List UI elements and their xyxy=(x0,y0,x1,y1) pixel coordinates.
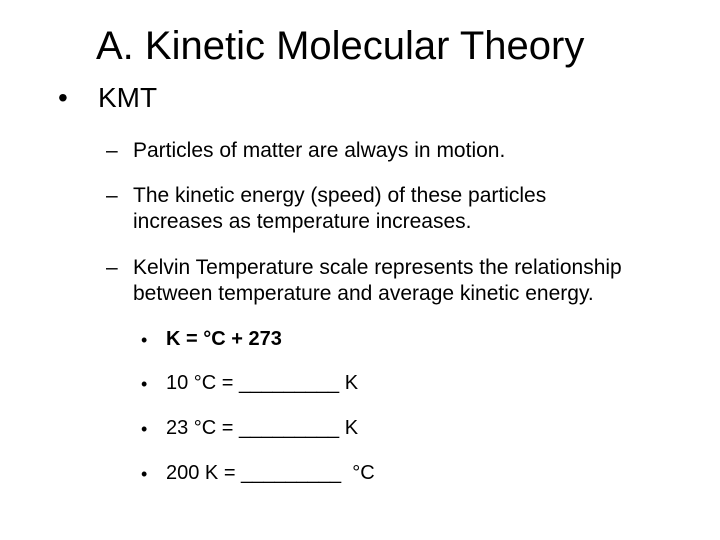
subpoint-motion-line-1: Particles of matter are always in motion. xyxy=(133,139,506,162)
bullet-icon: • xyxy=(141,464,148,484)
bullet-icon: • xyxy=(141,419,148,439)
subpoint-kelvin-line-2: between temperature and average kinetic energy. xyxy=(133,282,594,305)
bullet-icon: • xyxy=(141,330,148,350)
dash-icon: – xyxy=(106,139,118,162)
bullet-kmt-label: KMT xyxy=(98,82,158,113)
dash-icon: – xyxy=(106,256,118,279)
subpoint-energy-line-1: The kinetic energy (speed) of these particles xyxy=(133,184,547,207)
exercise-10c: 10 °C = _________ K xyxy=(166,372,359,394)
subpoint-kelvin-line-1: Kelvin Temperature scale represents the relationship xyxy=(133,256,622,279)
formula-kelvin: K = °C + 273 xyxy=(166,328,282,350)
dash-icon: – xyxy=(106,184,118,207)
bullet-icon: • xyxy=(58,82,68,113)
subpoint-energy-line-2: increases as temperature increases. xyxy=(133,210,472,233)
exercise-200k: 200 K = _________ °C xyxy=(166,462,375,484)
bullet-icon: • xyxy=(141,374,148,394)
slide-title: A. Kinetic Molecular Theory xyxy=(96,24,585,68)
exercise-23c: 23 °C = _________ K xyxy=(166,417,359,439)
